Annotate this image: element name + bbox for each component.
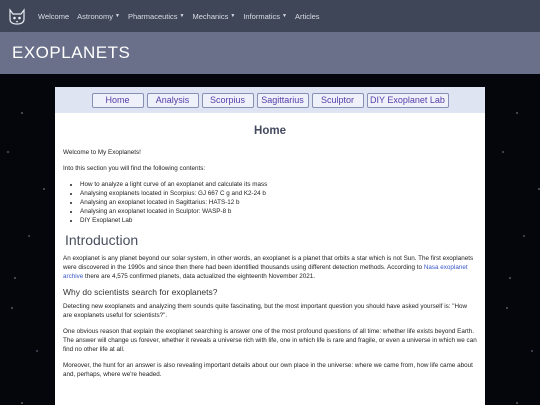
nav-articles[interactable] [295, 12, 320, 21]
caret-down-icon: ▼ [179, 13, 185, 19]
home-heading: Home [254, 125, 286, 137]
top-navbar [0, 0, 540, 32]
content-panel [55, 87, 485, 405]
cat-logo-icon[interactable] [6, 5, 28, 27]
nav-informatics-label: Informatics [243, 11, 280, 21]
nav-articles-label: Articles [294, 11, 320, 21]
nav-welcome-label: Welcome [38, 11, 70, 21]
nav-welcome[interactable] [38, 12, 69, 21]
page-banner [0, 32, 540, 74]
main-content [55, 125, 485, 379]
tab-sculptor[interactable]: Sculptor [312, 93, 364, 108]
contents-intro: Into this section you will find the following contents: [63, 165, 206, 172]
list-item: • Analysing an exoplanet located in Sagittarius: HATS-12 b [80, 198, 477, 207]
nav-pharmaceutics-label: Pharmaceutics [127, 11, 178, 21]
caret-down-icon: ▼ [282, 13, 287, 19]
tab-scorpius[interactable]: Scorpius [202, 93, 254, 108]
tab-analysis[interactable]: Analysis [147, 93, 199, 108]
nav-astronomy-label: Astronomy [77, 11, 113, 21]
introduction-text-before: An exoplanet is any planet beyond our solar system, in other words, an exoplanet is a planet that orbits a star which is not Sun. The first exoplanets were discovered in the 1990s and since then there had been identified thousands using different detection methods. According to [63, 255, 474, 271]
tab-home[interactable]: Home [92, 93, 144, 108]
list-item: • Analysing exoplanets located in Scorpius: GJ 667 C g and K2-24 b [80, 189, 477, 198]
why-paragraph-1: Detecting new exoplanets and analyzing them sounds quite fascinating, but the most important question you should have asked yourself is: "How are exoplanets useful for scientists?". [63, 303, 468, 319]
tab-diy-exoplanet-lab[interactable]: DIY Exoplanet Lab [367, 93, 449, 108]
introduction-heading: Introduction [65, 232, 139, 248]
contents-list [63, 180, 477, 225]
why-paragraph-2: One obvious reason that explain the exoplanet searching is answer one of the most profound questions of all time: whether life exists beyond Earth. The answer will change us forever, whether it reveals a universe rich with life, one in which life is rare and fragile, or even a universe in which we can find no other life at all. [63, 328, 477, 353]
why-paragraph-3: Moreover, the hunt for an answer is also revealing important details about our own place in the universe: where we came from, how life came about and, perhaps, where we're headed. [63, 362, 473, 378]
nav-pharmaceutics[interactable] [128, 12, 185, 21]
caret-down-icon: ▼ [230, 13, 236, 19]
introduction-text-after: there are 4,575 confirmed planets, data actualized the eighteenth November 2021. [83, 273, 316, 280]
tab-sagittarius[interactable]: Sagittarius [257, 93, 309, 108]
caret-down-icon: ▼ [114, 13, 120, 19]
list-item: • DIY Exoplanet Lab [80, 216, 477, 225]
list-item: • How to analyze a light curve of an exoplanet and calculate its mass [80, 180, 477, 189]
section-tabs [55, 87, 485, 113]
nasa-archive-link[interactable]: Nasa exoplanet archive [63, 264, 468, 280]
page-title: EXOPLANETS [12, 43, 131, 62]
welcome-text: Welcome to My Exoplanets! [63, 149, 141, 156]
introduction-paragraph [63, 254, 477, 281]
list-item: • Analysing an exoplanet located in Sculptor: WASP-8 b [80, 207, 477, 216]
nav-mechanics[interactable] [193, 12, 236, 21]
nav-informatics[interactable] [243, 12, 287, 21]
why-heading: Why do scientists search for exoplanets? [63, 287, 218, 297]
nav-astronomy[interactable] [77, 12, 120, 21]
nav-mechanics-label: Mechanics [192, 11, 229, 21]
